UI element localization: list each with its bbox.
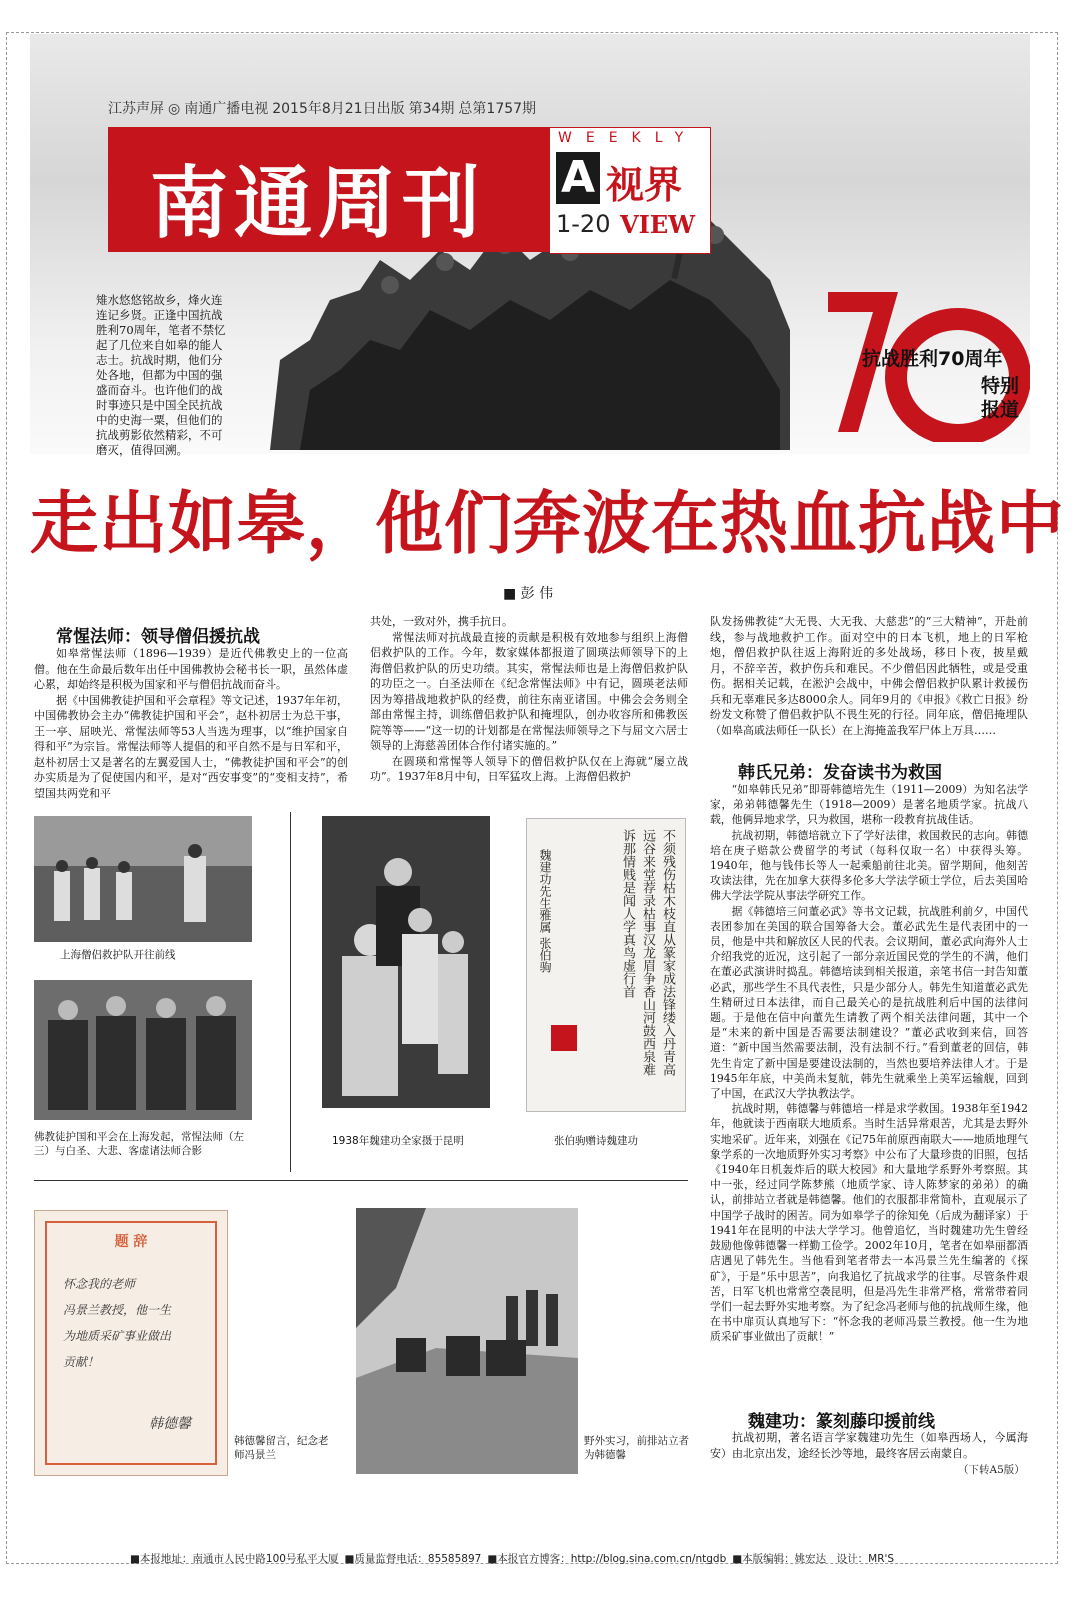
calligraphy-poem: 不须残伤枯木枝直从篆家成法锋缕入丹青高远谷来堂荐录枯事汉龙眉争香山河鼓西泉难诉那情贱是闻人学真鸟虚行首 [620,829,675,1076]
dedication-signature: 韩德馨 [149,1416,191,1432]
photo-handwritten-dedication [34,1210,228,1476]
page-range: 1-20 [556,210,611,238]
main-headline: 走出如皋，他们奔波在热血抗战中 [30,485,1066,564]
caption-rescue-team: 上海僧侣救护队开往前线 [60,949,176,961]
continued-note: （下转A5版） [958,1464,1025,1476]
article-column-2: 共处，一致对外，携手抗日。 常惺法师对抗战最直接的贡献是积极有效地参与组织上海僧侣救护队的工作。今年，数家媒体都报道了圆瑛法师领导下的上海僧侣救护队的历史功绩。其实，常惺法师也是上海僧侣救护队的功臣之一。白圣法师在《纪念常惺法师》中有记，圆瑛老法师因为筹措战地救护队的经费，前往东南亚诸国。中佛会会务则全部由常惺主持，训练僧侣救护队和掩埋队，创办收容所和佛教医院等等——“这一切的计划都是在常惺法师领导之下与屈文六居士领导的上海慈善团体合作付诸实施的。” 在圆瑛和常惺等人领导下的僧侣救护队仅在上海就“屡立战功”。1937年8月中旬，日军猛攻上海。上海僧侣救护 [370,615,688,783]
caption-calligraphy: 张伯驹赠诗魏建功 [554,1135,638,1147]
dedication-text: 怀念我的老师 冯景兰教授，他一生 为地质采矿事业做出 贡献！ [63,1277,172,1369]
photo-peace-society-monks [34,980,252,1120]
caption-dedication: 韩德馨留言，纪念老师冯景兰 [234,1435,329,1461]
article-column-3-top: 队发扬佛教徒“大无畏、大无我、大慈悲”的“三大精神”，开赴前线，参与战地救护工作。面对空中的日本飞机，地上的日军枪炮，僧侣救护队往返上海附近的多处战场，移日卜夜，披星戴月，不辞辛苦，救护伤兵和难民。不少僧侣因此牺牲，或是受重伤。据相关记载，在淞沪会战中，中佛会僧侣救护队累计救援伤兵和无辜难民多达8000余人。同年9月的《申报》《救亡日报》纷纷发文称赞了僧侣救护队不畏生死的行径。同年底，僧侣掩埋队（如皋高戚法师任一队长）在上海掩盖我军尸体上万具…… [710,615,1028,737]
caption-wei-family: 1938年魏建功全家摄于昆明 [332,1135,464,1147]
article-column-1: 如皋常惺法师（1896—1939）是近代佛教史上的一位高僧。他在生命最后数年出任中国佛教协会秘书长一职，虽然体虚心累，却始终是积极为国家和平与僧侣抗战而奋斗。 据《中国佛教徒护国和平会章程》等文记述，1937年年初，中国佛教协会主办“佛教徒护国和平会”，赵朴初居士为总干事，王一亭、屈映光、常惺法师等53人当选为理事，以“维护国家自得和平”为宗旨。常惺法师等人提倡的和平自然不是与日军和平，赵朴初居士又是著名的左翼爱国人士，“佛教徒护国和平会”的创办实质是为了促使国内和平，是对“西安事变”的“变相支持”，希望国共两党和平 [34,647,348,800]
section-heading-han-brothers: 韩氏兄弟：发奋读书为救国 [738,763,942,783]
column-divider [290,812,291,1172]
photo-wei-family [322,816,490,1108]
special-report-label: 特别报道 [980,375,1019,421]
section-name: 视界 [606,162,683,207]
calligraphy-signature: 魏建功先生雅属 张伯驹 [538,849,552,973]
weekly-label: WEEKLY [558,130,698,146]
intro-text: 雉水悠悠铭故乡，烽火连连记乡贤。正逢中国抗战胜利70周年，笔者不禁忆起了几位来自如皋的能人志士。抗战时期，他们分处各地，但都为中国的强盛而奋斗。也许他们的战时事迹只是中国全民抗战中的史海一粟，但他们的抗战剪影依然精彩，不可磨灭，值得回溯。 [96,293,226,457]
newspaper-title: 南通周刊 [150,158,487,249]
red-seal-stamp [551,1025,577,1051]
dedication-heading: 题 辞 [114,1234,148,1250]
article-column-3-end: 抗战初期，著名语言学家魏建功先生（如皋西场人，今属海安）由北京出发，途经长沙等地，最终客居云南蒙自。 [710,1431,1028,1460]
photo-monk-rescue-team [34,816,252,942]
row-divider [34,1180,688,1181]
section-heading-wei-jiangong: 魏建功：篆刻藤印援前线 [748,1412,935,1432]
caption-peace-society: 佛教徒护国和平会在上海发起，常惺法师（左三）与白圣、大悲、客虚诸法师合影 [34,1131,244,1157]
photo-calligraphy-poem [526,818,686,1112]
masthead-title-box [108,127,550,252]
publication-info: 江苏声屏 ◎ 南通广播电视 2015年8月21日出版 第34期 总第1757期 [108,101,537,117]
byline: ■ 彭 伟 [503,586,554,602]
anniversary-label: 抗战胜利70周年 [862,348,1003,370]
article-column-3: “如皋韩氏兄弟”即哥韩德培先生（1911—2009）为知名法学家，弟弟韩德馨先生（1918—2009）是著名地质学家。抗战八载，他俩异地求学，只为救国，堪称一段教育抗战佳话。 抗战初期，韩德培就立下了学好法律，救国救民的志向。韩德培在庚子赔款公费留学的考试（每科仅取一名）中获得头筹。1940年，他与钱伟长等人一起乘船前往北美。留学期间，他刻苦攻读法律，先在加拿大获得多伦多大学法学硕士学位，后去美国哈佛大学法学院从事法学研究工作。 据《韩德培三问董必武》等书文记载，抗战胜利前夕，中国代表团参加在美国的联合国筹备大会。董必武先生是代表团中的一员，他是中共和解放区人民的代表。会议期间，董必武向海外人士介绍我党的近况，这引起了一部分亲近国民党的学生的不满，他们在董必武演讲时捣乱。韩德培读到相关报道，亲笔书信一封告知董必武，那些学生不具代表性，只是少部分人。韩先生知道董必武先生精研过日本法律，而自己最关心的是抗战胜利后中国的法律问题。于是他在信中向董先生请教了两个相关法律问题，其中一个是“未来的新中国是否需要法制建设？”董必武收到来信，回答道：“新中国当然需要法制，没有法制不行。”看到董老的回信，韩先生肯定了新中国是要建设法制的，当然也要培养法律人才。于是1945年年底，中美尚未复航，韩先生就乘坐上美军运输舰，回到了中国，在武汉大学执教法学。 抗战时期，韩德馨与韩德培一样是求学救国。1938年至1942年，他就读于西南联大地质系。当时生活异常艰苦，尤其是去野外实地采矿。近年来，刘强在《记75年前原西南联大——地质地理气象学系的一次地质野外实习考察》中公布了大量珍贵的旧照，包括《1940年日机轰炸后的联大校园》和大量地学系野外考察照。其中一张，经过同学陈梦熊（地质学家、诗人陈梦家的弟弟）的确认，前排站立者就是韩德馨。他们的衣服都非常简朴，直观展示了中国学子战时的困苦。同为如皋学子的徐知免（后成为翻译家）于1941年在昆明的中法大学学习。他曾追忆，当时魏建功先生曾经鼓励他像韩德馨一样勤工俭学。2002年10月，笔者在如皋丽都酒店遇见了韩先生。当他看到笔者带去一本冯景兰先生编著的《探矿》，于是“乐中思苦”，向我追忆了抗战求学的往事。尽管条件艰苦，日军飞机也常常空袭昆明，但是冯先生非常严格，常常带着同学们一起去野外实地考察。为了纪念冯老师与他的抗战师生缘，他在书中扉页认真地写下：“怀念我的老师冯景兰教授。他一生为地质采矿事业做出了贡献！” [710,783,1028,1344]
section-letter: A [556,152,600,204]
view-label: VIEW [620,210,696,239]
section-heading-changxing: 常惺法师：领导僧侣援抗战 [56,627,260,647]
page-footer: ■本报地址：南通市人民中路100号私平大厦 ■质量监督电话：85585897 ■本报官方博客：http://blog.sina.com.cn/ntgdb ■本版编辑：姚宏达 设计：MR'S [130,1553,895,1565]
section-box [550,127,711,254]
caption-field-trip: 野外实习，前排站立者为韩德馨 [584,1435,689,1461]
photo-field-trip [356,1208,578,1474]
